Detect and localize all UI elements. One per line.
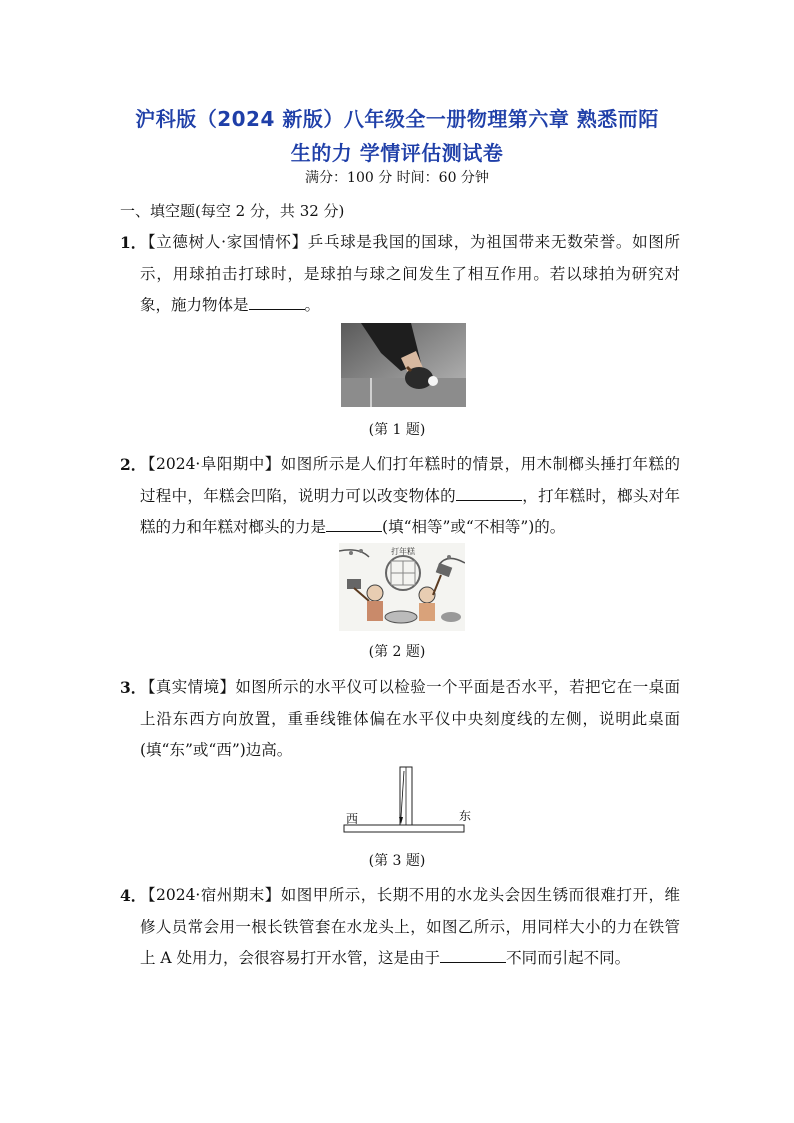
section-heading: 一、填空题(每空 2 分，共 32 分) [120,202,345,220]
answer-blank[interactable] [456,486,522,501]
question-number: 2． [120,455,147,474]
west-label: 西 [346,812,359,826]
page-title-continued: 生的力 学情评估测试卷 [290,141,504,165]
question-text-end: 。 [304,296,321,314]
question-text: 【2024·宿州期末】如图甲所示，长期不用的水龙头会因生锈而很难打开，维修人员常会用一根长铁管套在水龙头上，如图乙所示，用同样大小的力在铁管上 A 处用力，会很容易打开水管，这是由于 [140,886,680,967]
question-text-end: 不同而引起不同。 [506,949,631,967]
ping-pong-photo [341,323,466,407]
question-number: 3． [120,678,147,697]
question-number: 4． [120,886,147,905]
question-3 [120,672,680,767]
question-text: 【真实情境】如图所示的水平仪可以检验一个平面是否水平，若把它在一桌面上沿东西方向放置，重垂线锥体偏在水平仪中央刻度线的左侧，说明此桌面(填“东”或“西”)边高。 [140,678,680,759]
exam-info: 满分：100 分 时间：60 分钟 [305,170,489,186]
level-instrument-figure [334,763,474,835]
question-text-end: (填“相等”或“不相等”)的。 [382,518,566,536]
question-text: 【立德树人·家国情怀】乒乓球是我国的国球，为祖国带来无数荣誉。如图所示，用球拍击打球时，是球拍与球之间发生了相互作用。若以球拍为研究对象，施力物体是 [140,233,680,314]
answer-blank[interactable] [326,517,382,532]
question-1 [120,227,680,322]
question-2 [120,449,680,544]
answer-blank[interactable] [440,948,506,963]
question-text: 【2024·阜阳期中】如图所示是人们打年糕时的情景，用木制榔头捶打年糕的过程中，年糕会凹陷，说明力可以改变物体的 [140,455,680,505]
page-title: 沪科版（2024 新版）八年级全一册物理第六章 熟悉而陌 [135,107,659,131]
figure-caption: (第 1 题) [368,422,426,438]
figure-caption: (第 2 题) [368,644,426,660]
east-label: 东 [459,809,472,823]
answer-blank[interactable] [249,295,305,310]
rice-cake-illustration [339,543,465,631]
question-text-middle: ，打年糕时，榔头对年糕的力和年糕对榔头的力是 [140,486,680,536]
figure-label: 打年糕 [391,547,415,556]
figure-caption: (第 3 题) [368,853,426,869]
question-4 [120,880,680,975]
question-number: 1． [120,233,147,252]
